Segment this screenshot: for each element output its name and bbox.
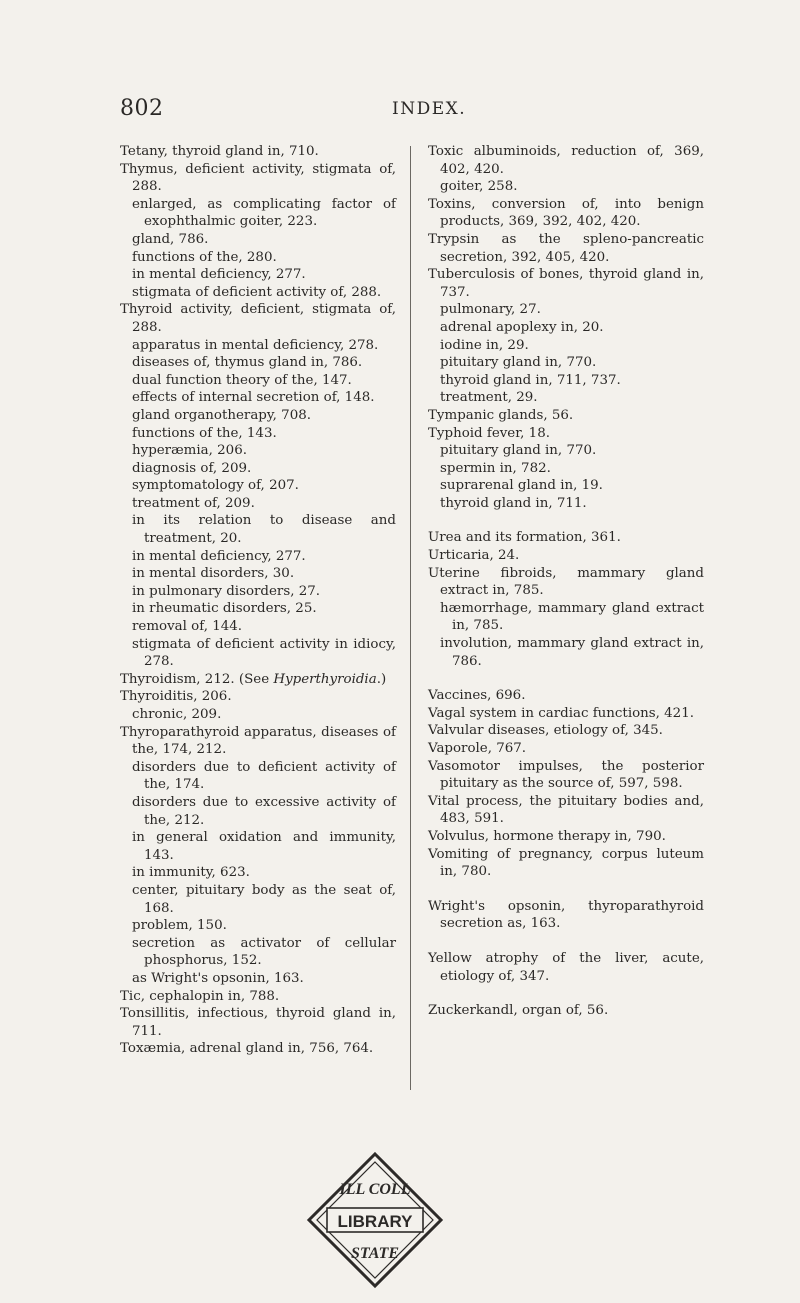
index-subentry: [120, 442, 396, 460]
index-entry: [428, 740, 704, 758]
entry-text: hæmorrhage, mammary gland extract in, 785.: [440, 600, 704, 634]
entry-text: removal of, 144.: [132, 619, 243, 635]
entry-text: Trypsin as the spleno-pancreatic secretion, 392, 405, 420.: [428, 231, 704, 265]
entry-text: Zuckerkandl, organ of, 56.: [428, 1003, 609, 1019]
entry-text: stigmata of deficient activity of, 288.: [132, 284, 382, 300]
index-subentry: [120, 249, 396, 267]
index-entry: [120, 688, 396, 706]
entry-text: in mental deficiency, 277.: [132, 267, 306, 283]
entry-text: Thyroid activity, deficient, stigmata of, 288.: [120, 302, 396, 335]
index-column-right: [428, 143, 704, 1020]
index-entry: [120, 724, 396, 759]
entry-text: Tuberculosis of bones, thyroid gland in, 737.: [428, 267, 704, 300]
index-subentry: [428, 460, 704, 478]
entry-text: Toxæmia, adrenal gland in, 756, 764.: [120, 1041, 374, 1057]
entry-text: enlarged, as complicating factor of exophthalmic goiter, 223.: [132, 196, 396, 230]
index-subentry: [428, 372, 704, 390]
page-header: [120, 96, 680, 126]
index-subentry: [428, 600, 704, 635]
index-entry: [428, 793, 704, 828]
index-subentry: [120, 266, 396, 284]
entry-text: Vaporole, 767.: [428, 741, 527, 756]
index-entry: [428, 950, 704, 985]
index-entry: [428, 898, 704, 933]
index-subentry: [120, 600, 396, 618]
entry-text: Tic, cephalopin in, 788.: [120, 988, 280, 1004]
entry-text: Valvular diseases, etiology of, 345.: [428, 723, 663, 739]
entry-text: Tetany, thyroid gland in, 710.: [120, 144, 319, 159]
index-subentry: [120, 882, 396, 917]
entry-text: symptomatology of, 207.: [132, 478, 299, 494]
index-column-left: [120, 143, 396, 1058]
entry-text: iodine in, 29.: [440, 337, 529, 353]
entry-text: Thymus, deficient activity, stigmata of, 288.: [120, 161, 396, 195]
entry-text: Wright's opsonin, thyroparathyroid secretion as, 163.: [428, 898, 704, 932]
index-entry: [428, 565, 704, 600]
entry-text: dual function theory of the, 147.: [132, 372, 352, 388]
entry-text: spermin in, 782.: [440, 460, 551, 476]
page-number: 802: [120, 96, 164, 121]
index-entry: [428, 196, 704, 231]
index-entry: [428, 266, 704, 301]
entry-text: Typhoid fever, 18.: [428, 425, 550, 441]
entry-text: Volvulus, hormone therapy in, 790.: [428, 828, 666, 844]
entry-text: involution, mammary gland extract in, 786.: [440, 636, 704, 669]
index-entry: [428, 705, 704, 723]
index-entry: [120, 143, 396, 161]
index-subentry: [428, 477, 704, 495]
entry-text: apparatus in mental deficiency, 278.: [132, 337, 379, 353]
entry-text: pulmonary, 27.: [440, 302, 541, 318]
entry-text: disorders due to excessive activity of the, 212.: [132, 794, 396, 828]
entry-text: pituitary gland in, 770.: [440, 443, 597, 459]
entry-text: chronic, 209.: [132, 707, 222, 722]
entry-text: Vagal system in cardiac functions, 421.: [428, 705, 694, 721]
index-entry: [120, 1040, 396, 1058]
index-entry: [428, 529, 704, 547]
index-entry: [428, 407, 704, 425]
entry-text: pituitary gland in, 770.: [440, 355, 597, 371]
entry-text: goiter, 258.: [440, 179, 518, 195]
entry-text: gland, 786.: [132, 231, 209, 247]
entry-text: treatment, 29.: [440, 390, 538, 406]
index-subentry: [428, 635, 704, 670]
index-subentry: [428, 319, 704, 337]
entry-text: in rheumatic disorders, 25.: [132, 601, 317, 617]
index-subentry: [120, 407, 396, 425]
entry-text: thyroid gland in, 711, 737.: [440, 372, 621, 388]
entry-text: hyperæmia, 206.: [132, 443, 247, 459]
index-entry: [428, 1002, 704, 1020]
entry-text: center, pituitary body as the seat of, 168.: [132, 882, 396, 916]
entry-text: Thyroidism, 212. (See: [120, 671, 274, 687]
entry-text: Uterine fibroids, mammary gland extract in, 785.: [428, 565, 704, 599]
index-subentry: [120, 970, 396, 988]
index-entry: [428, 722, 704, 740]
entry-text: diagnosis of, 209.: [132, 460, 252, 476]
entry-text: treatment of, 209.: [132, 495, 255, 511]
index-subentry: [120, 636, 396, 671]
entry-text: Tympanic glands, 56.: [428, 407, 574, 423]
entry-text: suprarenal gland in, 19.: [440, 478, 603, 494]
entry-text: functions of the, 143.: [132, 425, 277, 441]
index-subentry: [120, 231, 396, 249]
index-entry: [428, 846, 704, 881]
index-subentry: [120, 917, 396, 935]
index-subentry: [120, 425, 396, 443]
index-entry: [428, 547, 704, 565]
index-subentry: [120, 372, 396, 390]
entry-text: effects of internal secretion of, 148.: [132, 390, 375, 406]
entry-text: Yellow atrophy of the liver, acute, etiology of, 347.: [428, 950, 704, 984]
entry-text: Vasomotor impulses, the posterior pituitary as the source of, 597, 598.: [428, 758, 704, 792]
index-subentry: [120, 389, 396, 407]
index-entry: [428, 231, 704, 266]
index-subentry: [120, 512, 396, 547]
index-subentry: [120, 565, 396, 583]
index-subentry: [120, 618, 396, 636]
index-subentry: [120, 495, 396, 513]
index-entry: [120, 988, 396, 1006]
entry-italic-reference: Hyperthyroidia: [273, 671, 377, 687]
index-entry: [428, 828, 704, 846]
index-entry: [120, 301, 396, 336]
column-divider: [410, 146, 411, 1090]
entry-text: Toxic albuminoids, reduction of, 369, 402, 420.: [428, 144, 704, 177]
entry-text: Vaccines, 696.: [428, 688, 526, 704]
index-subentry: [428, 389, 704, 407]
entry-text: Vomiting of pregnancy, corpus luteum in, 780.: [428, 846, 704, 880]
index-entry: [120, 671, 396, 689]
entry-text: in pulmonary disorders, 27.: [132, 583, 320, 599]
entry-text: secretion as activator of cellular phosphorus, 152.: [132, 935, 396, 969]
stamp-label: LIBRARY: [337, 1212, 413, 1231]
entry-text-tail: .): [376, 671, 387, 687]
entry-text: thyroid gland in, 711.: [440, 495, 587, 511]
index-subentry: [120, 794, 396, 829]
entry-text: problem, 150.: [132, 918, 227, 934]
entry-text: Toxins, conversion of, into benign products, 369, 392, 402, 420.: [428, 196, 704, 230]
library-stamp: [305, 1150, 445, 1290]
entry-text: Vital process, the pituitary bodies and, 483, 591.: [428, 793, 704, 827]
index-subentry: [120, 477, 396, 495]
entry-text: in general oxidation and immunity, 143.: [132, 830, 396, 863]
index-subentry: [120, 337, 396, 355]
index-subentry: [120, 548, 396, 566]
entry-text: adrenal apoplexy in, 20.: [440, 319, 604, 335]
index-entry: [428, 143, 704, 178]
entry-text: in its relation to disease and treatment, 20.: [132, 513, 396, 547]
entry-text: Urticaria, 24.: [428, 548, 520, 564]
entry-text: in mental deficiency, 277.: [132, 548, 306, 564]
index-entry: [428, 425, 704, 443]
library-stamp-icon: [305, 1150, 445, 1290]
entry-text: disorders due to deficient activity of the, 174.: [132, 759, 396, 793]
index-subentry: [120, 864, 396, 882]
index-subentry: [120, 354, 396, 372]
stamp-arc-top: ILL COLL: [339, 1181, 411, 1198]
entry-text: diseases of, thymus gland in, 786.: [132, 355, 363, 371]
stamp-arc-bottom: STATE: [350, 1245, 400, 1262]
entry-text: stigmata of deficient activity in idiocy, 278.: [132, 636, 396, 670]
index-subentry: [120, 759, 396, 794]
entry-text: as Wright's opsonin, 163.: [132, 970, 304, 986]
index-entry: [428, 687, 704, 705]
entry-text: Tonsillitis, infectious, thyroid gland in, 711.: [120, 1006, 396, 1039]
index-subentry: [120, 196, 396, 231]
index-subentry: [120, 829, 396, 864]
index-subentry: [120, 583, 396, 601]
index-subentry: [428, 442, 704, 460]
entry-text: in immunity, 623.: [132, 865, 250, 881]
index-subentry: [428, 495, 704, 513]
index-entry: [428, 758, 704, 793]
index-subentry: [120, 706, 396, 724]
index-subentry: [120, 460, 396, 478]
entry-text: Urea and its formation, 361.: [428, 530, 621, 546]
running-head: INDEX.: [392, 99, 467, 119]
index-subentry: [120, 935, 396, 970]
entry-text: Thyroiditis, 206.: [120, 689, 232, 705]
index-entry: [120, 161, 396, 196]
index-subentry: [428, 337, 704, 355]
entry-text: Thyroparathyroid apparatus, diseases of the, 174, 212.: [120, 724, 396, 758]
index-entry: [120, 1005, 396, 1040]
index-subentry: [428, 354, 704, 372]
index-subentry: [120, 284, 396, 302]
entry-text: gland organotherapy, 708.: [132, 407, 311, 423]
entry-text: in mental disorders, 30.: [132, 566, 295, 582]
entry-text: functions of the, 280.: [132, 249, 277, 265]
index-subentry: [428, 301, 704, 319]
index-subentry: [428, 178, 704, 196]
